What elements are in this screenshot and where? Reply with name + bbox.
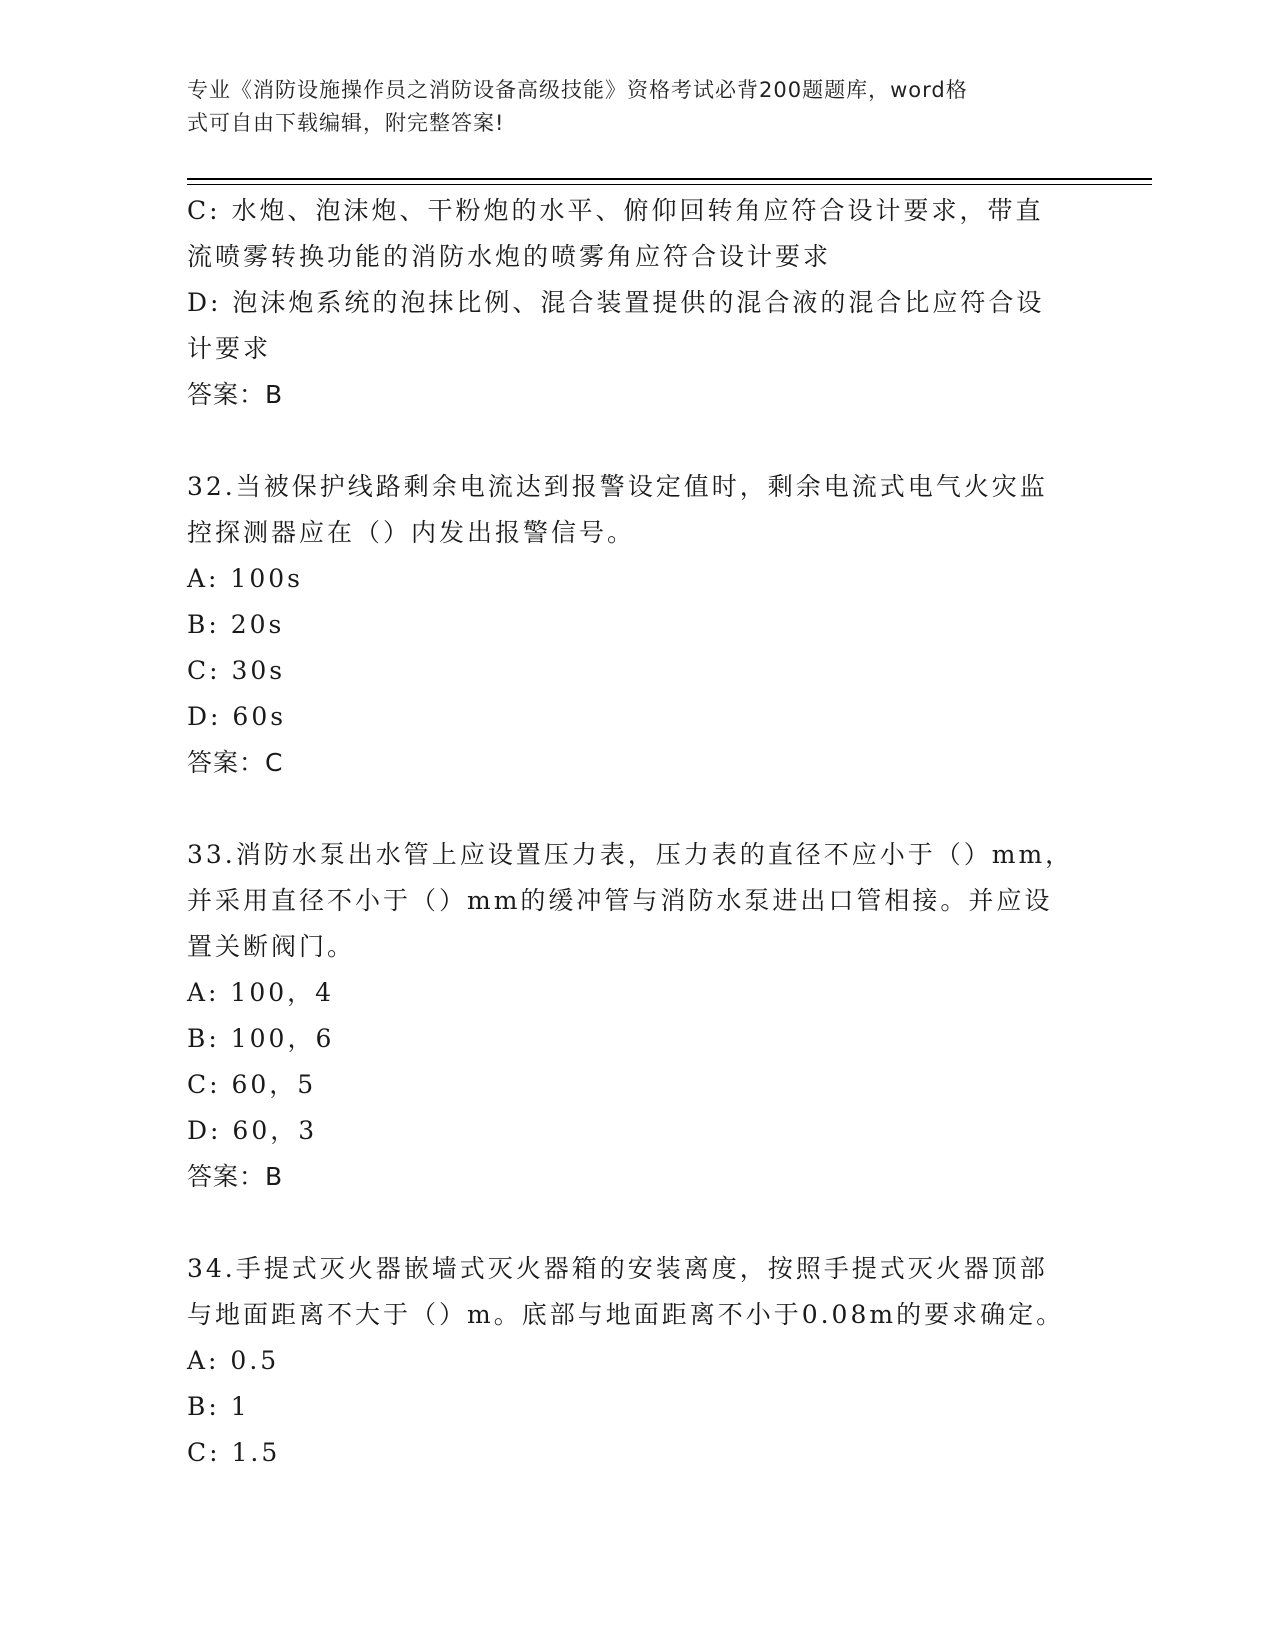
document-header xyxy=(187,74,1067,140)
question-stem-line-1: 33.消防水泵出水管上应设置压力表，压力表的直径不应小于（）mm， xyxy=(187,840,1074,869)
option-c-line-1: C: 水炮、泡沫炮、干粉炮的水平、俯仰回转角应符合设计要求，带直 xyxy=(187,196,1044,225)
option-b: B: 20s xyxy=(187,610,285,639)
option-b: B: 1 xyxy=(187,1392,250,1421)
spacer xyxy=(187,786,1087,832)
header-line-2: 式可自由下载编辑，附完整答案! xyxy=(187,111,505,135)
question-stem-line-1: 32.当被保护线路剩余电流达到报警设定值时，剩余电流式电气火灾监 xyxy=(187,472,1048,501)
option-d: D: 60s xyxy=(187,702,287,731)
option-a: A: 100，4 xyxy=(187,978,335,1007)
spacer xyxy=(187,1200,1087,1246)
question-stem-line-1: 34.手提式灭火器嵌墙式灭火器箱的安装离度，按照手提式灭火器顶部 xyxy=(187,1254,1048,1283)
option-a: A: 0.5 xyxy=(187,1346,280,1375)
question-list xyxy=(187,188,1087,1476)
option-d: D: 60，3 xyxy=(187,1116,318,1145)
spacer xyxy=(187,418,1087,464)
option-c: C: 60，5 xyxy=(187,1070,317,1099)
header-rule-thick xyxy=(187,178,1152,180)
option-c-line-2: 流喷雾转换功能的消防水炮的喷雾角应符合设计要求 xyxy=(187,242,832,271)
question-stem-line-3: 置关断阀门。 xyxy=(187,932,356,961)
question-33 xyxy=(187,832,1087,1200)
answer-line: 答案：C xyxy=(187,748,284,777)
answer-line: 答案：B xyxy=(187,1162,284,1191)
question-stem-line-2: 控探测器应在（）内发出报警信号。 xyxy=(187,518,636,547)
option-d-line-2: 计要求 xyxy=(187,334,272,363)
question-34 xyxy=(187,1246,1087,1476)
header-line-1: 专业《消防设施操作员之消防设备高级技能》资格考试必背200题题库，word格 xyxy=(187,78,968,102)
question-stem-line-2: 与地面距离不大于（）m。底部与地面距离不小于0.08m的要求确定。 xyxy=(187,1300,1065,1329)
header-rule-thin xyxy=(187,184,1152,185)
option-a: A: 100s xyxy=(187,564,303,593)
option-c: C: 30s xyxy=(187,656,286,685)
option-c: C: 1.5 xyxy=(187,1438,281,1467)
option-d-line-1: D: 泡沫炮系统的泡抹比例、混合装置提供的混合液的混合比应符合设 xyxy=(187,288,1045,317)
question-stem-line-2: 并采用直径不小于（）mm的缓冲管与消防水泵进出口管相接。并应设 xyxy=(187,886,1053,915)
answer-line: 答案：B xyxy=(187,380,284,409)
option-b: B: 100，6 xyxy=(187,1024,335,1053)
question-32 xyxy=(187,464,1087,786)
prev-question-block xyxy=(187,188,1087,418)
